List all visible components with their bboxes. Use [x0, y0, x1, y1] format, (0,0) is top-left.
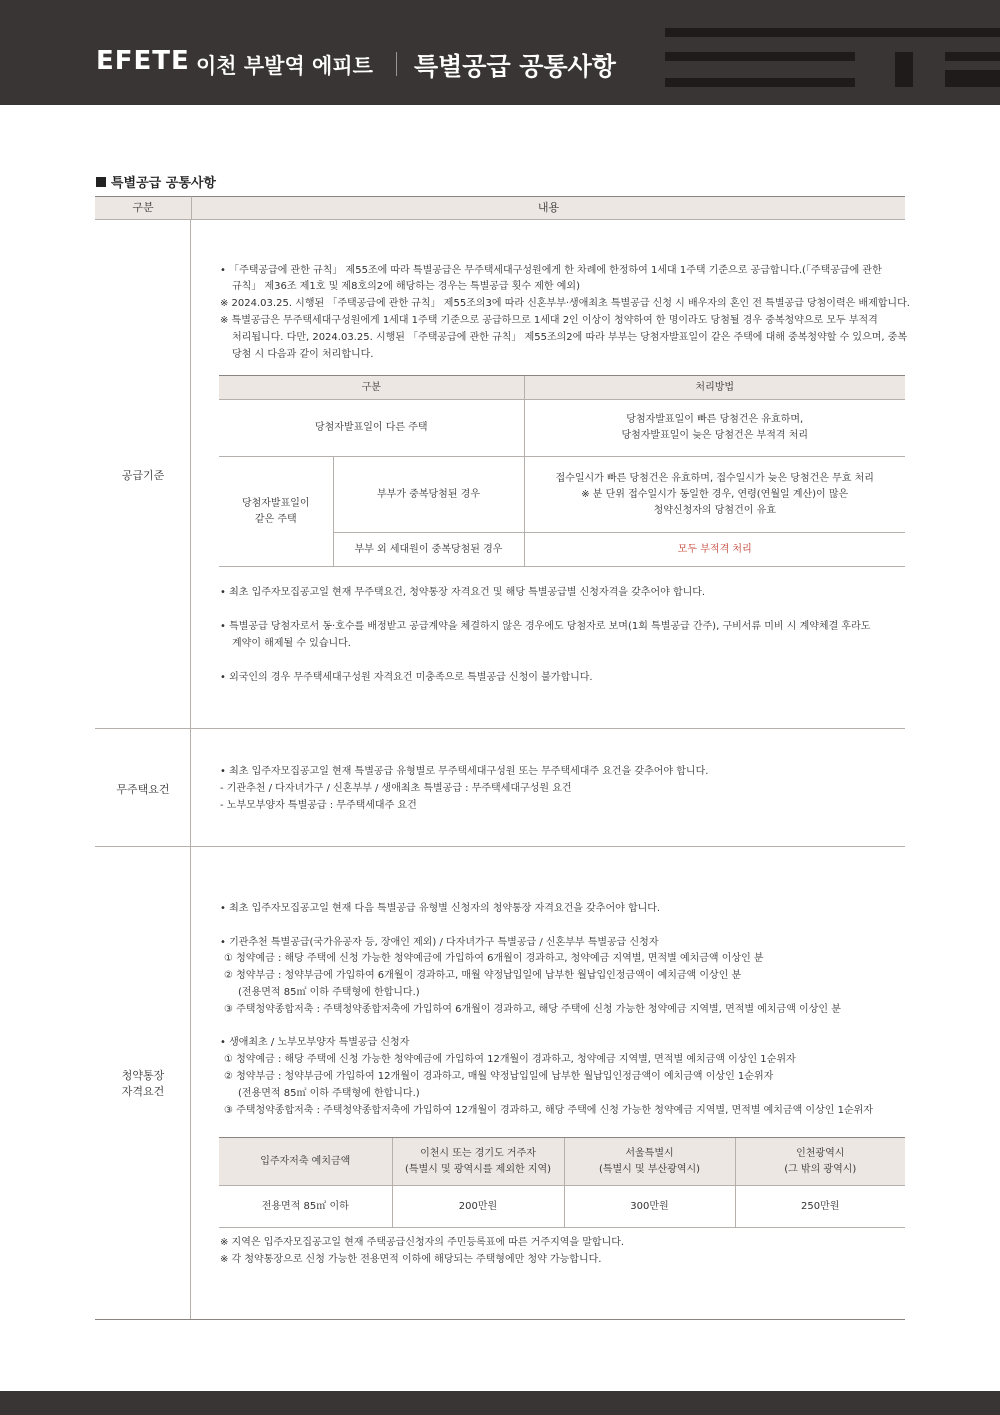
header-divider — [396, 52, 397, 76]
grid-row-divider — [95, 728, 905, 729]
row-label-account: 청약통장 자격요건 — [121, 1069, 165, 1098]
header-decoration — [665, 52, 855, 61]
header-title: 특별공급 공통사항 — [414, 52, 616, 81]
deposit-cell: 300만원 — [564, 1186, 735, 1228]
account-item: ① 청약예금 : 해당 주택에 신청 가능한 청약예금에 가입하여 6개월이 경과하고, 청약예금 지역별, 면적별 예치금액 이상인 분 — [224, 953, 764, 964]
grid-head-content: 내용 — [191, 196, 905, 220]
account-item: ③ 주택청약종합저축 : 주택청약종합저축에 가입하여 6개월이 경과하고, 해당 주택에 신청 가능한 청약예금 지역별, 면적별 예치금액 이상인 분 — [224, 1004, 841, 1015]
grid-vertical-line — [190, 220, 191, 1320]
table-head-method: 처리방법 — [524, 376, 905, 400]
nohouse-line: - 노부모부양자 특별공급 : 무주택세대주 요건 — [220, 800, 417, 811]
account-item: (전용면적 85㎡ 이하 주택형에 한합니다.) — [238, 1088, 420, 1099]
deposit-cell: 200만원 — [392, 1186, 564, 1228]
deposit-table — [219, 1137, 905, 1228]
account-note: ※ 각 청약통장으로 신청 가능한 전용면적 이하에 해당되는 주택형에만 청약 가능합니다. — [220, 1254, 602, 1265]
account-item: (전용면적 85㎡ 이하 주택형에 한합니다.) — [238, 987, 420, 998]
header-decoration — [895, 52, 913, 87]
nohouse-line: - 기관추천 / 다자녀가구 / 신혼부부 / 생애최초 특별공급 : 무주택세대구성원 요건 — [220, 783, 572, 794]
section-title: 특별공급 공통사항 — [96, 172, 216, 191]
supply-line: 처리됩니다. 다만, 2024.03.25. 시행된 「주택공급에 관한 규칙」 제55조의2에 따라 부부는 당첨자발표일이 같은 주택에 대해 중복청약할 수 있으며, 중복 — [232, 332, 908, 343]
header-decoration — [945, 70, 1000, 87]
account-group-title: • 생애최초 / 노부모부양자 특별공급 신청자 — [220, 1037, 410, 1048]
table-cell: 부부가 중복당첨된 경우 — [333, 457, 524, 533]
deposit-head: 입주자저축 예치금액 — [219, 1138, 392, 1186]
account-item: ② 청약부금 : 청약부금에 가입하여 12개월이 경과하고, 매월 약정납입일에 납부한 월납입인정금액이 예치금액 이상인 1순위자 — [224, 1071, 774, 1082]
square-bullet-icon — [96, 177, 106, 187]
account-item: ① 청약예금 : 해당 주택에 신청 가능한 청약예금에 가입하여 12개월이 경과하고, 청약예금 지역별, 면적별 예치금액 이상인 1순위자 — [224, 1054, 796, 1065]
brand-subtitle: 이천 부발역 에피트 — [196, 54, 373, 78]
supply-line: ※ 특별공급은 무주택세대구성원에게 1세대 1주택 기준으로 공급하므로 1세대 2인 이상이 청약하여 한 명이라도 당첨될 경우 중복청약으로 모두 부적격 — [220, 315, 878, 326]
deposit-cell: 250만원 — [735, 1186, 905, 1228]
table-cell: 접수일시가 빠른 당첨건은 유효하며, 접수일시가 늦은 당첨건은 무효 처리 ※ 분 단위 접수일시가 동일한 경우, 연령(연월일 계산)이 많은 청약신청자의 당첨건이 유효 — [524, 457, 905, 533]
supply-note: 계약이 해제될 수 있습니다. — [232, 638, 351, 649]
deposit-head: 이천시 또는 경기도 거주자 (특별시 및 광역시를 제외한 지역) — [392, 1138, 564, 1186]
account-group-title: • 기관추천 특별공급(국가유공자 등, 장애인 제외) / 다자녀가구 특별공급 / 신혼부부 특별공급 신청자 — [220, 937, 659, 948]
row-label-nohouse: 무주택요건 — [116, 783, 170, 796]
page-header — [0, 0, 1000, 105]
page-footer — [0, 1391, 1000, 1415]
deposit-head: 인천광역시 (그 밖의 광역시) — [735, 1138, 905, 1186]
table-head-category: 구분 — [219, 376, 524, 400]
grid-head-category: 구분 — [95, 196, 191, 220]
grid-row-divider — [95, 1319, 905, 1320]
supply-note: • 최초 입주자모집공고일 현재 무주택요건, 청약통장 자격요건 및 해당 특별공급별 신청자격을 갖추어야 합니다. — [220, 587, 706, 598]
supply-line: 당첨 시 다음과 같이 처리합니다. — [232, 349, 374, 360]
nohouse-line: • 최초 입주자모집공고일 현재 특별공급 유형별로 무주택세대구성원 또는 무주택세대주 요건을 갖추어야 합니다. — [220, 766, 709, 777]
account-item: ② 청약부금 : 청약부금에 가입하여 6개월이 경과하고, 매월 약정납입일에 납부한 월납입인정금액이 예치금액 이상인 분 — [224, 970, 742, 981]
header-decoration — [665, 78, 855, 87]
header-decoration — [945, 52, 1000, 61]
table-cell: 당첨자발표일이 다른 주택 — [219, 400, 524, 457]
row-label-supply: 공급기준 — [121, 469, 165, 482]
deposit-cell: 전용면적 85㎡ 이하 — [219, 1186, 392, 1228]
header-decoration — [665, 28, 1000, 37]
table-cell: 당첨자발표일이 같은 주택 — [219, 457, 333, 567]
table-cell: 당첨자발표일이 빠른 당첨건은 유효하며, 당첨자발표일이 늦은 당첨건은 부적격 처리 — [524, 400, 905, 457]
supply-note: • 특별공급 당첨자로서 동·호수를 배정받고 공급계약을 체결하지 않은 경우에도 당첨자로 보며(1회 특별공급 간주), 구비서류 미비 시 계약체결 후라도 — [220, 621, 871, 632]
table-cell-highlight: 모두 부적격 처리 — [524, 533, 905, 567]
table-cell: 부부 외 세대원이 중복당첨된 경우 — [333, 533, 524, 567]
deposit-head: 서울특별시 (특별시 및 부산광역시) — [564, 1138, 735, 1186]
account-item: ③ 주택청약종합저축 : 주택청약종합저축에 가입하여 12개월이 경과하고, 해당 주택에 신청 가능한 청약예금 지역별, 면적별 예치금액 이상인 1순위자 — [224, 1105, 873, 1116]
supply-line: • 「주택공급에 관한 규칙」 제55조에 따라 특별공급은 무주택세대구성원에게 한 차례에 한정하여 1세대 1주택 기준으로 공급합니다.(「주택공급에 관한 — [220, 265, 882, 276]
duplicate-win-table — [219, 375, 905, 567]
grid-row-divider — [95, 846, 905, 847]
supply-note: • 외국인의 경우 무주택세대구성원 자격요건 미충족으로 특별공급 신청이 불가합니다. — [220, 672, 593, 683]
supply-line: ※ 2024.03.25. 시행된 「주택공급에 관한 규칙」 제55조의3에 따라 신혼부부·생애최초 특별공급 신청 시 배우자의 혼인 전 특별공급 당첨이력은 배제합니다. — [220, 298, 910, 309]
account-intro: • 최초 입주자모집공고일 현재 다음 특별공급 유형별 신청자의 청약통장 자격요건을 갖추어야 합니다. — [220, 903, 661, 914]
account-note: ※ 지역은 입주자모집공고일 현재 주택공급신청자의 주민등록표에 따른 거주지역을 말합니다. — [220, 1237, 625, 1248]
supply-line: 규칙」 제36조 제1호 및 제8호의2에 해당하는 경우는 특별공급 횟수 제한 예외) — [232, 281, 580, 292]
brand-logo: EFETE — [96, 46, 190, 76]
